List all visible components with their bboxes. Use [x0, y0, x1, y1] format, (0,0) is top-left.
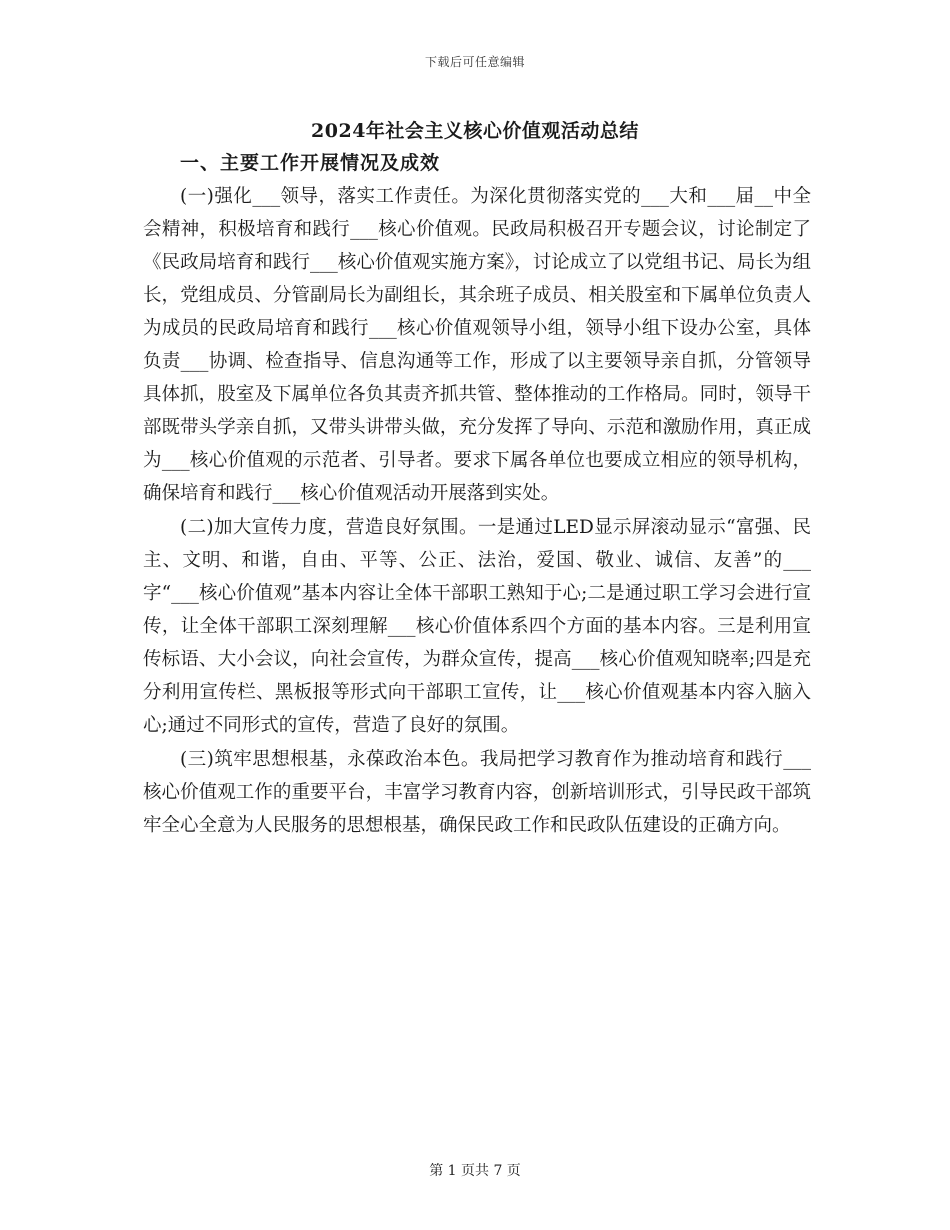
paragraph-3: (三)筑牢思想根基，永葆政治本色。我局把学习教育作为推动培育和践行___核心价值观工作的重要平台，丰富学习教育内容，创新培训形式，引导民政干部筑牢全心全意为人民服务的思想根基，确保民政工作和民政队伍建设的正确方向。 [143, 749, 811, 836]
document-body [143, 180, 811, 843]
page-number: 第 1 页共 7 页 [429, 1163, 521, 1179]
page-header-note: 下载后可任意编辑 [424, 55, 525, 69]
paragraph-1: (一)强化___领导，落实工作责任。为深化贯彻落实党的___大和___届__中全会精神，积极培育和践行___核心价值观。民政局积极召开专题会议，讨论制定了《民政局培育和践行___核心价值观实施方案》，讨论成立了以党组书记、局长为组长，党组成员、分管副局长为副组长，其余班子成员、相关股室和下属单位负责人为成员的民政局培育和践行___核心价值观领导小组，领导小组下设办公室，具体负责___协调、检查指导、信息沟通等工作，形成了以主要领导亲自抓，分管领导具体抓，股室及下属单位各负其责齐抓共管、整体推动的工作格局。同时，领导干部既带头学亲自抓，又带头讲带头做，充分发挥了导向、示范和激励作用，真正成为___核心价值观的示范者、引导者。要求下属各单位也要成立相应的领导机构，确保培育和践行___核心价值观活动开展落到实处。 [143, 186, 811, 504]
section-heading: 一、主要工作开展情况及成效 [180, 152, 441, 174]
document-title: 2024年社会主义核心价值观活动总结 [311, 120, 639, 142]
paragraph-2: (二)加大宣传力度，营造良好氛围。一是通过LED显示屏滚动显示“富强、民主、文明、和谐，自由、平等、公正、法治，爱国、敬业、诚信、友善”的___字“___核心价值观”基本内容让全体干部职工熟知于心;二是通过职工学习会进行宣传，让全体干部职工深刻理解___核心价值体系四个方面的基本内容。三是利用宣传标语、大小会议，向社会宣传，为群众宣传，提高___核心价值观知晓率;四是充分利用宣传栏、黑板报等形式向干部职工宣传，让___核心价值观基本内容入脑入心;通过不同形式的宣传，营造了良好的氛围。 [143, 517, 811, 736]
